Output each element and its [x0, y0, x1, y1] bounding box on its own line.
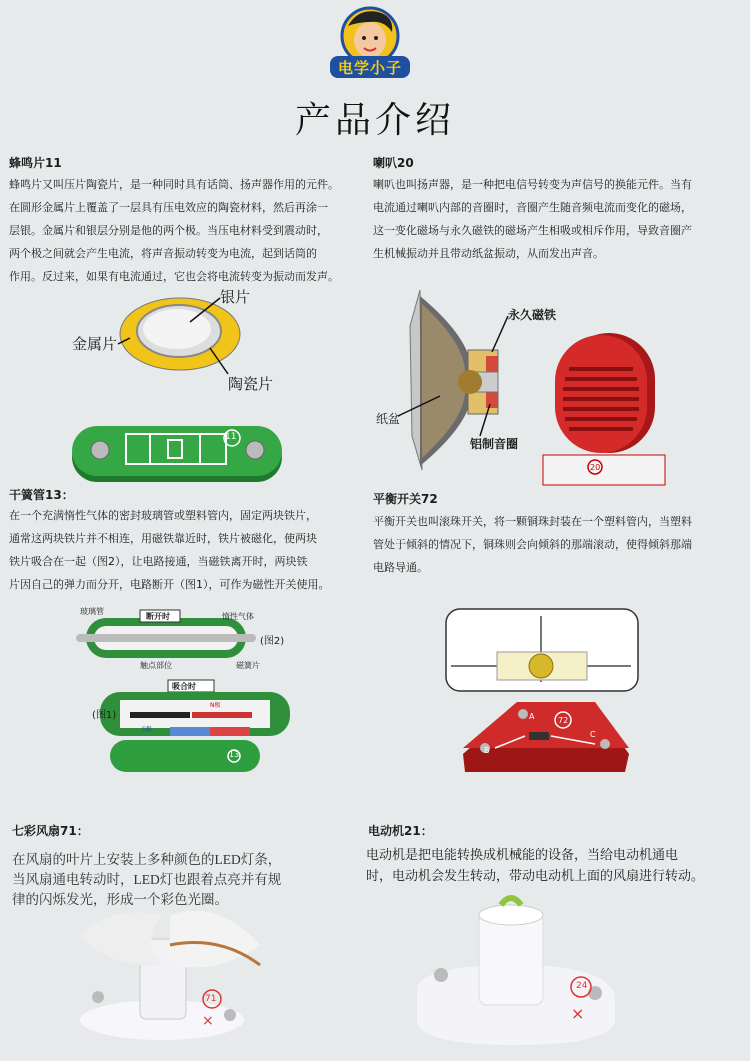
svg-text:×: ×	[202, 1013, 214, 1029]
reed-label-closed: 吸合时	[172, 682, 196, 691]
reed-label-gas: 惰性气体	[222, 612, 254, 621]
logo-text: 电学小子	[337, 59, 402, 77]
reed-label-fig2: (图2)	[260, 636, 285, 647]
buzzer-label-ceramic: 陶瓷片	[228, 375, 274, 393]
buzzer-text: 蜂鸣片又叫压片陶瓷片，是一种同时具有话筒、扬声器作用的元件。 在圆形金属片上覆盖了一层具有压电效应的陶瓷材料，然后再涂一 层银。金属片和银层分别是他的两个极。当压电材料受到震动时， 两个极之间就会产生电流，将声音振动转变为电流，起到话筒的 作用。反过来，如果有电流通过，它也会将电流转变为振动而发声。	[9, 178, 339, 283]
tilt-text: 平衡开关也叫滚珠开关，将一颗铜珠封装在一个塑料管内，当塑料 管处于倾斜的情况下，铜珠则会向倾斜的那端滚动，使得倾斜那端 电路导通。	[373, 515, 692, 574]
buzzer-label-silver: 银片	[220, 288, 251, 306]
tilt-heading: 平衡开关72	[373, 492, 438, 506]
tilt-pin-a: A	[529, 712, 535, 721]
tilt-diagram	[445, 608, 639, 692]
speaker-part-number: 20	[590, 463, 601, 472]
tilt-module	[455, 700, 635, 782]
speaker-label-cone: 纸盆	[376, 412, 401, 426]
reed-label-reed: 磁簧片	[236, 661, 260, 670]
fan-text: 在风扇的叶片上安装上多种颜色的LED灯条， 当风扇通电转动时，LED灯也跟着点亮并有规 律的闪烁发光，形成一个彩色光圈。	[12, 852, 282, 907]
speaker-heading: 喇叭20	[373, 156, 414, 170]
reed-text: 在一个充满惰性气体的密封玻璃管或塑料管内，固定两块铁片， 通常这两块铁片并不相连，用磁铁靠近时，铁片被磁化，使两块 铁片吸合在一起（图2），让电路接通，当磁铁离开时，两块铁 片因自己的弹力而分开，电路断开（图1），可作为磁性开关使用。	[9, 509, 330, 591]
fan-module	[70, 905, 270, 1055]
speaker-text: 喇叭也叫扬声器，是一种把电信号转变为声信号的换能元件。当有 电流通过喇叭内部的音圈时，音圈产生随音频电流而变化的磁场， 这一变化磁场与永久磁铁的磁场产生相吸或相斥作用，导致音圈产 生机械振动并且带动纸盆振动，从而发出声音。	[373, 178, 692, 260]
speaker-label-coil: 铝制音圈	[470, 437, 519, 451]
reed-label-fig1: (图1)	[92, 710, 117, 721]
reed-label-contact: 触点部位	[140, 661, 172, 670]
page-title: 产品介绍	[294, 100, 455, 141]
svg-text:×: ×	[571, 1004, 585, 1023]
buzzer-label-metal: 金属片	[72, 335, 118, 353]
tilt-part-number: 72	[558, 716, 569, 725]
reed-label-glass: 玻璃管	[80, 607, 104, 616]
tilt-pin-c: C	[590, 730, 596, 739]
tilt-pin-b: B	[484, 746, 490, 755]
fan-heading: 七彩风扇71：	[12, 824, 89, 838]
speaker-module	[535, 325, 675, 495]
reed-label-s: S极	[142, 726, 152, 733]
buzzer-module	[70, 420, 285, 490]
logo	[318, 4, 422, 84]
motor-heading: 电动机21：	[368, 824, 433, 838]
speaker-label-magnet: 永久磁铁	[508, 308, 557, 322]
motor-module	[405, 895, 625, 1045]
reed-part-number: 13	[229, 750, 240, 759]
buzzer-heading: 蜂鸣片11	[9, 156, 62, 170]
reed-heading: 干簧管13：	[9, 488, 74, 502]
buzzer-part-number: 11	[225, 432, 237, 442]
reed-label-n: N极	[210, 702, 221, 709]
reed-label-open: 断开时	[146, 612, 170, 621]
motor-text: 电动机是把电能转换成机械能的设备，当给电动机通电 时，电动机会发生转动，带动电动机上面的风扇进行转动。	[366, 848, 705, 884]
fan-part-number: 71	[205, 994, 217, 1004]
motor-part-number: 24	[576, 981, 588, 991]
